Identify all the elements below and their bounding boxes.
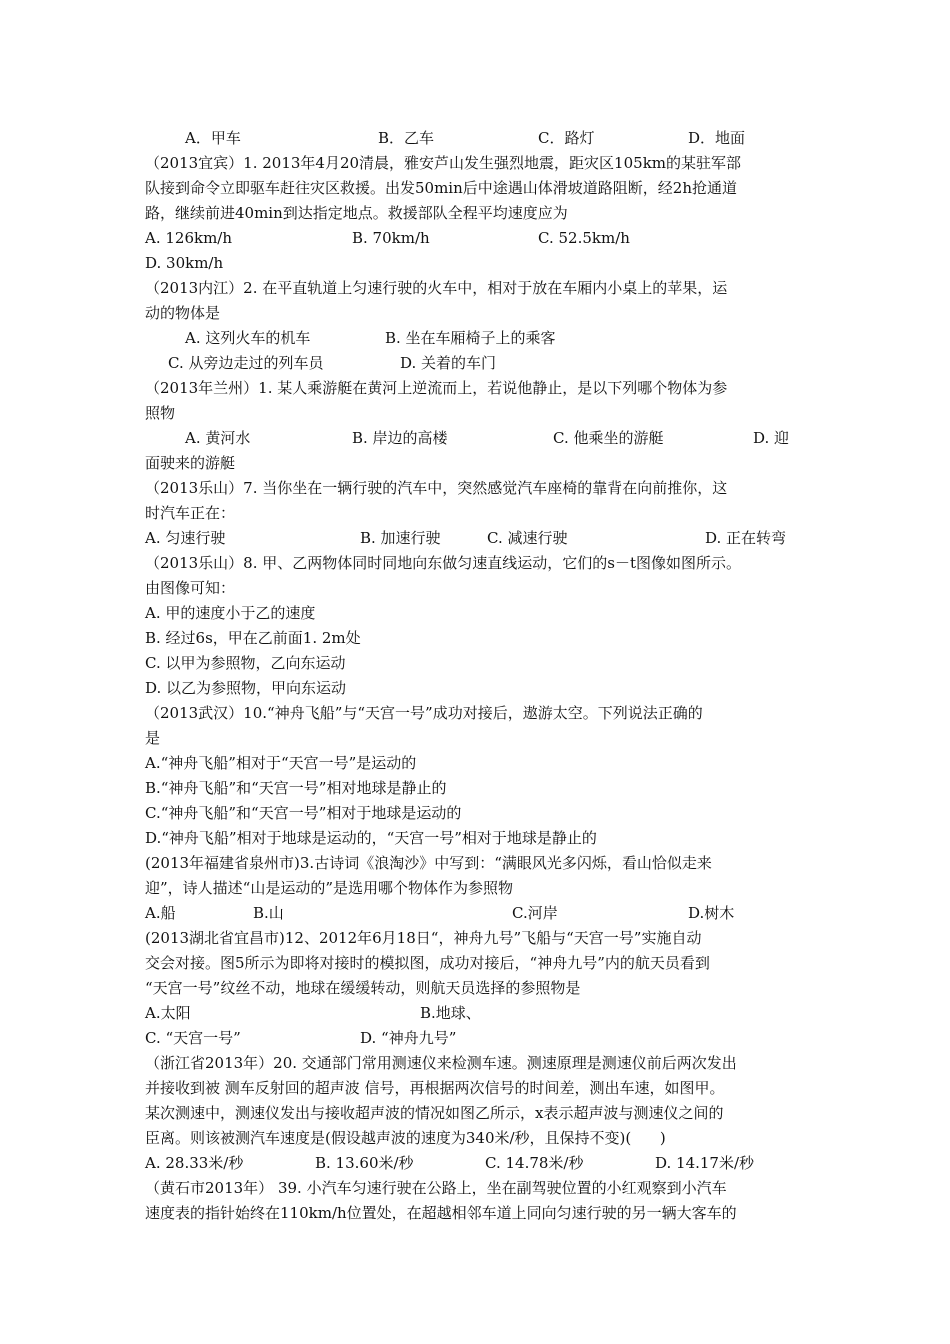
question-line: （2013内江）2. 在平直轨道上匀速行驶的火车中，相对于放在车厢内小桌上的苹果，运 [145, 279, 728, 297]
option-c: C.“神舟飞船”和“天宫一号”相对于地球是运动的 [145, 804, 462, 822]
option-c: C. 从旁边走过的列车员 [168, 354, 324, 372]
question-line: 队接到命令立即驱车赶往灾区救援。出发50min后中途遇山体滑坡道路阻断，经2h抢通道 [145, 179, 737, 197]
option-a: A.“神舟飞船”相对于“天宫一号”是运动的 [145, 754, 417, 772]
option-c: C．路灯 [538, 129, 595, 147]
question-line: (2013年福建省泉州市)3.古诗词《浪淘沙》中写到：“满眼风光多闪烁，看山恰似走来 [145, 854, 712, 872]
option-c: C.河岸 [512, 904, 558, 922]
option-c: C. 减速行驶 [487, 529, 568, 547]
option-a: A. 28.33米/秒 [145, 1154, 244, 1172]
option-a: A. 匀速行驶 [145, 529, 226, 547]
option-d: D. 14.17米/秒 [655, 1154, 755, 1172]
question-line: 路，继续前进40min到达指定地点。救援部队全程平均速度应为 [145, 204, 568, 222]
option-b: B. 坐在车厢椅子上的乘客 [385, 329, 556, 347]
question-line: “天宫一号”纹丝不动，地球在缓缓转动，则航天员选择的参照物是 [145, 979, 581, 997]
option-c: C. “天宫一号” [145, 1029, 241, 1047]
option-d: D. 以乙为参照物，甲向东运动 [145, 679, 347, 697]
option-a: A. 黄河水 [185, 429, 251, 447]
question-line: 迎”，诗人描述“山是运动的”是选用哪个物体作为参照物 [145, 879, 514, 897]
option-b: B. 加速行驶 [360, 529, 441, 547]
option-c: C. 52.5km/h [538, 229, 630, 247]
question-line: （2013武汉）10.“神舟飞船”与“天宫一号”成功对接后，遨游太空。下列说法正确的 [145, 704, 703, 722]
option-d-continued: 面驶来的游艇 [145, 454, 236, 472]
option-a: A. 这列火车的机车 [185, 329, 311, 347]
question-line: 交会对接。图5所示为即将对接时的模拟图，成功对接后，“神舟九号”内的航天员看到 [145, 954, 710, 972]
question-line: 臣离。则该被测汽车速度是(假设越声波的速度为340米/秒，且保持不变)( ) [145, 1129, 666, 1147]
option-b: B.“神舟飞船”和“天宫一号”相对地球是静止的 [145, 779, 447, 797]
option-b: B. 70km/h [352, 229, 430, 247]
option-c: C. 他乘坐的游艇 [553, 429, 664, 447]
question-line: 是 [145, 729, 161, 747]
option-a: A.太阳 [145, 1004, 191, 1022]
option-b: B. 13.60米/秒 [315, 1154, 414, 1172]
question-line: 速度表的指针始终在110km/h位置处，在超越相邻车道上同向匀速行驶的另一辆大客车的 [145, 1204, 737, 1222]
option-a: A.船 [145, 904, 176, 922]
question-line: （2013乐山）8. 甲、乙两物体同时同地向东做匀速直线运动，它们的s－t图像如图所示。 [145, 554, 741, 572]
question-line: （2013宜宾）1. 2013年4月20清晨，雅安芦山发生强烈地震，距灾区105km的某驻军部 [145, 154, 742, 172]
question-line: 照物 [145, 404, 176, 422]
option-b: B. 经过6s，甲在乙前面1. 2m处 [145, 629, 361, 647]
question-line: （2013乐山）7. 当你坐在一辆行驶的汽车中，突然感觉汽车座椅的靠背在向前推你，这 [145, 479, 728, 497]
option-d: D．地面 [688, 129, 746, 147]
option-d: D. 30km/h [145, 254, 224, 272]
option-d: D.树木 [688, 904, 735, 922]
option-d: D.“神舟飞船”相对于地球是运动的，“天宫一号”相对于地球是静止的 [145, 829, 597, 847]
question-line: 由图像可知： [145, 579, 236, 597]
option-b: B.地球、 [420, 1004, 481, 1022]
question-line: （2013年兰州）1. 某人乘游艇在黄河上逆流而上，若说他静止，是以下列哪个物体为参 [145, 379, 728, 397]
option-d: D. 迎 [753, 429, 790, 447]
question-line: (2013湖北省宜昌市)12、2012年6月18日“，神舟九号”飞船与“天宫一号”实施自动 [145, 929, 702, 947]
option-d: D. 正在转弯 [705, 529, 787, 547]
option-b: B. 岸边的高楼 [352, 429, 448, 447]
option-a: A．甲车 [185, 129, 241, 147]
option-d: D. “神舟九号” [360, 1029, 457, 1047]
question-line: 并接收到被 测车反射回的超声波 信号，再根据两次信号的时间差，测出车速，如图甲。 [145, 1079, 725, 1097]
question-line: 动的物体是 [145, 304, 221, 322]
option-a: A. 126km/h [145, 229, 233, 247]
question-line: （黄石市2013年） 39. 小汽车匀速行驶在公路上，坐在副驾驶位置的小红观察到小汽车 [145, 1179, 727, 1197]
option-b: B.山 [253, 904, 284, 922]
option-c: C. 14.78米/秒 [485, 1154, 584, 1172]
question-line: 时汽车正在： [145, 504, 236, 522]
option-b: B．乙车 [378, 129, 435, 147]
option-a: A. 甲的速度小于乙的速度 [145, 604, 316, 622]
option-d: D. 关着的车门 [400, 354, 497, 372]
question-line: （浙江省2013年）20. 交通部门常用测速仪来检测车速。测速原理是测速仪前后两次发出 [145, 1054, 737, 1072]
question-line: 某次测速中，测速仪发出与接收超声波的情况如图乙所示，x表示超声波与测速仪之间的 [145, 1104, 724, 1122]
option-c: C. 以甲为参照物，乙向东运动 [145, 654, 346, 672]
